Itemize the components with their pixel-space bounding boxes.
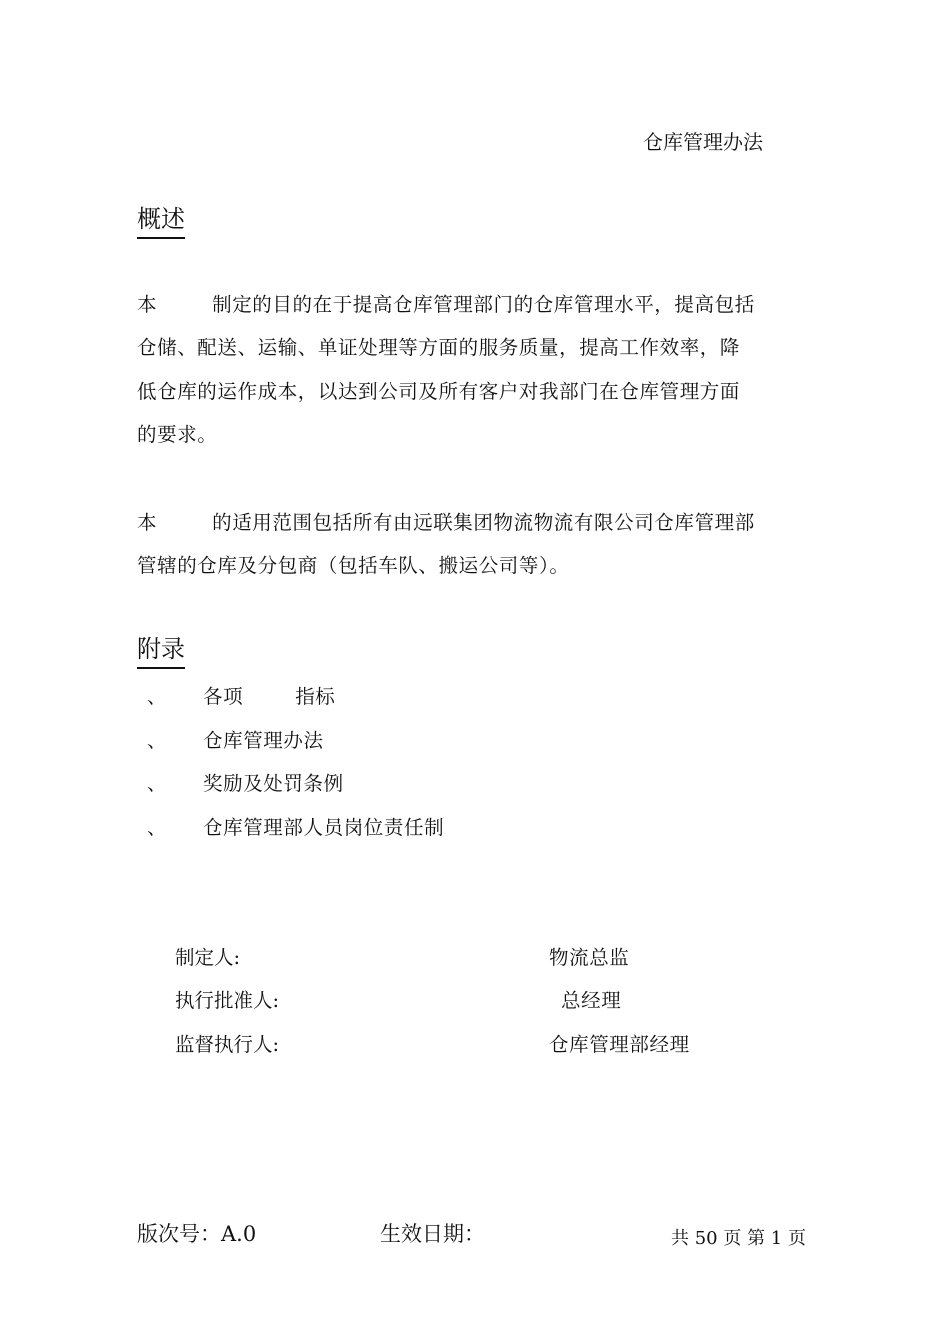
appendix-item-1-part-b: 指标 — [295, 685, 336, 708]
signature-label-supervisor: 监督执行人: — [175, 1033, 280, 1056]
appendix-heading: 附录 — [137, 629, 185, 669]
purpose-text: 制定的目的在于提高仓库管理部门的仓库管理水平，提高包括 — [212, 293, 755, 316]
footer-page-info: 共 50 页 第 1 页 — [671, 1228, 806, 1249]
purpose-line-1 — [137, 289, 755, 317]
appendix-bullet: 、 — [147, 817, 167, 839]
scope-prefix: 本 — [137, 511, 158, 534]
purpose-line-2: 仓储、配送、运输、单证处理等方面的服务质量，提高工作效率，降 — [137, 336, 741, 359]
signature-value-supervisor: 仓库管理部经理 — [549, 1033, 690, 1056]
scope-text: 的适用范围包括所有由远联集团物流物流有限公司仓库管理部 — [212, 511, 755, 534]
footer-effective-date: 生效日期： — [380, 1222, 485, 1246]
appendix-item-1 — [203, 681, 335, 709]
overview-heading: 概述 — [137, 199, 185, 239]
scope-line-2: 管辖的仓库及分包商（包括车队、搬运公司等）。 — [137, 554, 570, 577]
signature-value-author: 物流总监 — [549, 946, 630, 969]
appendix-bullet: 、 — [147, 730, 167, 752]
appendix-bullet: 、 — [147, 686, 167, 708]
appendix-bullet: 、 — [147, 773, 167, 795]
signature-value-approver: 总经理 — [561, 989, 622, 1012]
purpose-prefix: 本 — [137, 293, 158, 316]
signature-label-approver: 执行批准人: — [175, 989, 280, 1012]
appendix-item-2: 仓库管理办法 — [203, 729, 324, 752]
document-header-title: 仓库管理办法 — [643, 130, 763, 154]
purpose-line-3: 低仓库的运作成本，以达到公司及所有客户对我部门在仓库管理方面 — [137, 380, 741, 403]
appendix-item-4: 仓库管理部人员岗位责任制 — [203, 816, 445, 839]
signature-label-author: 制定人: — [175, 946, 241, 969]
appendix-item-3: 奖励及处罚条例 — [203, 772, 344, 795]
scope-line-1 — [137, 507, 755, 535]
purpose-line-4: 的要求。 — [137, 423, 218, 446]
appendix-item-1-part-a: 各项 — [203, 685, 244, 708]
footer-version: 版次号：A.0 — [137, 1222, 257, 1246]
